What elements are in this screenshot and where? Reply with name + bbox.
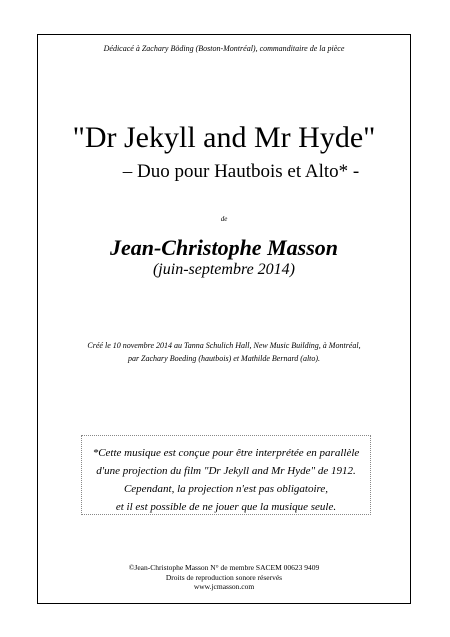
premiere-line-1: Créé le 10 novembre 2014 au Tanna Schulich Hall, New Music Building, à Montréal, [87,341,361,350]
dedication-text: Dédicacé à Zachary Böding (Boston-Montréal), commanditaire de la pièce [103,44,345,53]
copyright-block [38,563,410,592]
note-line-1: *Cette musique est conçue pour être interprétée en parallèle [92,447,360,459]
performance-note-box [81,435,371,515]
piece-title: "Dr Jekyll and Mr Hyde" [72,121,376,154]
by-label: de [220,215,228,223]
premiere-line-2: par Zachary Boeding (hautbois) et Mathilde Bernard (alto). [127,354,321,363]
piece-subtitle: – Duo pour Hautbois et Alto* - [122,161,360,182]
premiere-info [38,339,410,365]
website-link[interactable]: www.jcmasson.com [193,582,255,591]
composition-dates: (juin-septembre 2014) [152,261,296,278]
copyright-line-2: Droits de reproduction sonore réservés [165,572,283,582]
page-frame [37,34,411,604]
note-line-3: Cependant, la projection n'est pas obligatoire, [123,483,329,495]
note-line-4: et il est possible de ne jouer que la musique seule. [115,501,337,513]
composer-name: Jean-Christophe Masson [109,235,338,260]
note-line-2: d'une projection du film "Dr Jekyll and Mr Hyde" de 1912. [96,465,356,477]
copyright-line-1: ©Jean-Christophe Masson N° de membre SACEM 00623 9409 [128,563,320,572]
